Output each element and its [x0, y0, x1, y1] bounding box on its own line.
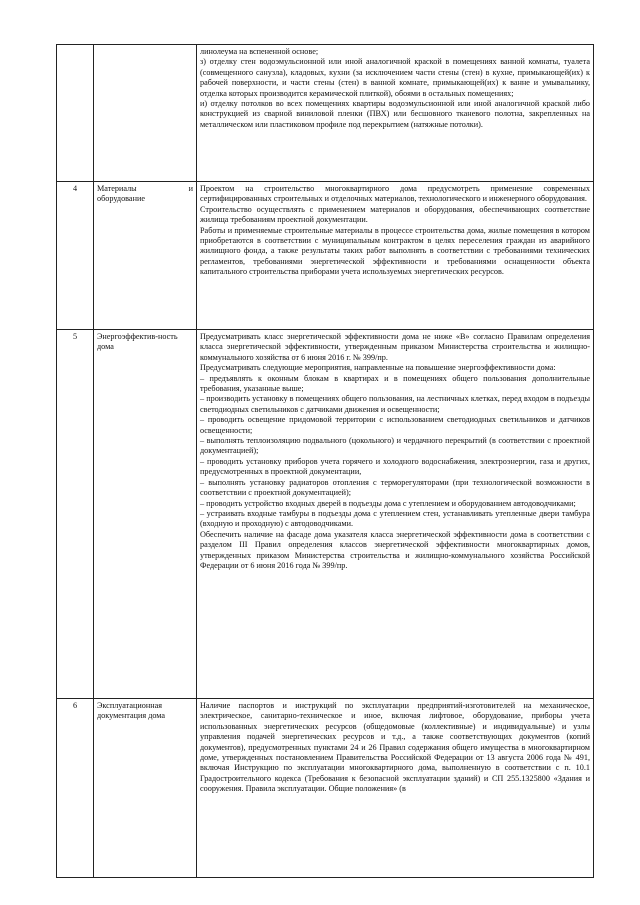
paragraph: з) отделку стен водоэмульсионной или иной аналогичной краской в помещениях ванной комнаты, туалета (совмещенного санузла), кладовых, кухни (за исключением части стены (стен) в кухне, примыкающей(их) к рабочей поверхности, и части стены (стен) в ванной комнате, примыкающей(их) к ванне и умывальнику, отделка которых производится керамической плиткой), обоями в остальных помещениях; [200, 57, 590, 98]
list-item: – выполнять установку радиаторов отопления с терморегуляторами (при технологической возможности в соответствии с проектной документацией); [200, 477, 590, 498]
row-number [57, 45, 94, 182]
list-item: – проводить устройство входных дверей в подъезды дома с утеплением и оборудованием автодоводчиками; [200, 498, 576, 508]
table-row [57, 182, 594, 330]
paragraph: Предусматривать следующие мероприятия, направленные на повышение энергоэффективности дома: [200, 363, 556, 373]
table-row [57, 330, 594, 699]
paragraph: Проектом на строительство многоквартирного дома предусмотреть применение современных сертифицированных строительных и отделочных материалов, технологического и инженерного оборудования. [200, 184, 590, 204]
list-item: – производить установку в помещениях общего пользования, на лестничных клетках, перед входом в подъезды светодиодных светильников с датчиками движения и освещенности; [200, 394, 590, 414]
table-row [57, 699, 594, 878]
row-content [197, 699, 594, 878]
row-content [197, 330, 594, 699]
list-item: – выполнять теплоизоляцию подвального (цокольного) и чердачного перекрытий (в соответствии с проектной документацией); [200, 436, 590, 456]
requirements-table [56, 44, 594, 878]
paragraph: Наличие паспортов и инструкций по эксплуатации предприятий-изготовителей на механическое, электрическое, санитарно-техническое и иное, включая лифтовое, оборудование, приборы учета использованных энергетических ресурсов (общедомовые (коллективные) и индивидуальные) и узлы управления подачей энергетических ресурсов и т.д., а также соответствующих документов (копий документов), предусмотренных пунктами 24 и 26 Правил содержания общего имущества в многоквартирном доме, утвержденных постановлением Правительства Российской Федерации от 13 августа 2006 года № 491, включая Инструкцию по эксплуатации многоквартирного дома, выполненную в соответствии с п. 10.1 Градостроительного кодекса (Требования к безопасной эксплуатации зданий) и СП 255.1325800 «Здания и сооружения. Правила эксплуатации. Общие положения» (в [200, 701, 590, 794]
paragraph: Работы и применяемые строительные материалы в процессе строительства дома, жилые помещения в котором приобретаются в соответствии с муниципальным контрактом в целях переселения граждан из аварийного жилищного фонда, а также результаты таких работ выполнять в соответствии с требованиями технических регламентов, требованиями энергетической эффективности и требованиями оснащенности объекта капитального строительства приборами учета используемых энергетических ресурсов. [200, 225, 590, 277]
row-content [197, 182, 594, 330]
list-item: – проводить установку приборов учета горячего и холодного водоснабжения, электроэнергии, газа и других, предусмотренных в проектной документации, [200, 456, 590, 477]
row-number: 5 [57, 330, 94, 699]
list-item: – устраивать входные тамбуры в подъезды дома с утеплением стен, устанавливать утепленные двери тамбура (входную и проходную) с автодоводчиками. [200, 508, 590, 529]
paragraph: Строительство осуществлять с применением материалов и оборудования, обеспечивающих соответствие жилища требованиям проектной документации. [200, 204, 590, 225]
row-title: Эксплуатационная документация дома [94, 699, 197, 878]
table-row [57, 45, 594, 182]
paragraph: линолеума на вспененной основе; [200, 47, 319, 56]
row-content [197, 45, 594, 182]
row-title: Энергоэффектив-ность дома [94, 330, 197, 699]
row-title [94, 45, 197, 182]
row-title: Материалы и оборудование [94, 182, 197, 330]
row-number: 4 [57, 182, 94, 330]
paragraph: Предусматривать класс энергетической эффективности дома не ниже «В» согласно Правилам определения класса энергетической эффективности, утвержденным приказом Министерства строительства и жилищно-коммунального хозяйства от 6 июня 2016 г. № 399/пр. [200, 332, 590, 362]
paragraph: Обеспечить наличие на фасаде дома указателя класса энергетической эффективности дома в соответствии с разделом III Правил определения классов энергетической эффективности многоквартирных домов, утвержденных приказом Министерства строительства и жилищно-коммунального хозяйства Российской Федерации от 6 июня 2016 года № 399/пр. [200, 529, 590, 570]
list-item: – предъявлять к оконным блокам в квартирах и в помещениях общего пользования дополнительные требования, указанные выше; [200, 373, 590, 394]
paragraph: и) отделку потолков во всех помещениях квартиры водоэмульсионной или иной аналогичной краской либо конструкцией из сварной виниловой пленки (ПВХ) или бесшовного тканевого полотна, закрепленных на металлическом или пластиковом профиле под перекрытием (натяжные потолки). [200, 99, 590, 129]
list-item: – проводить освещение придомовой территории с использованием светодиодных светильников и датчиков освещенности; [200, 415, 590, 435]
row-number: 6 [57, 699, 94, 878]
